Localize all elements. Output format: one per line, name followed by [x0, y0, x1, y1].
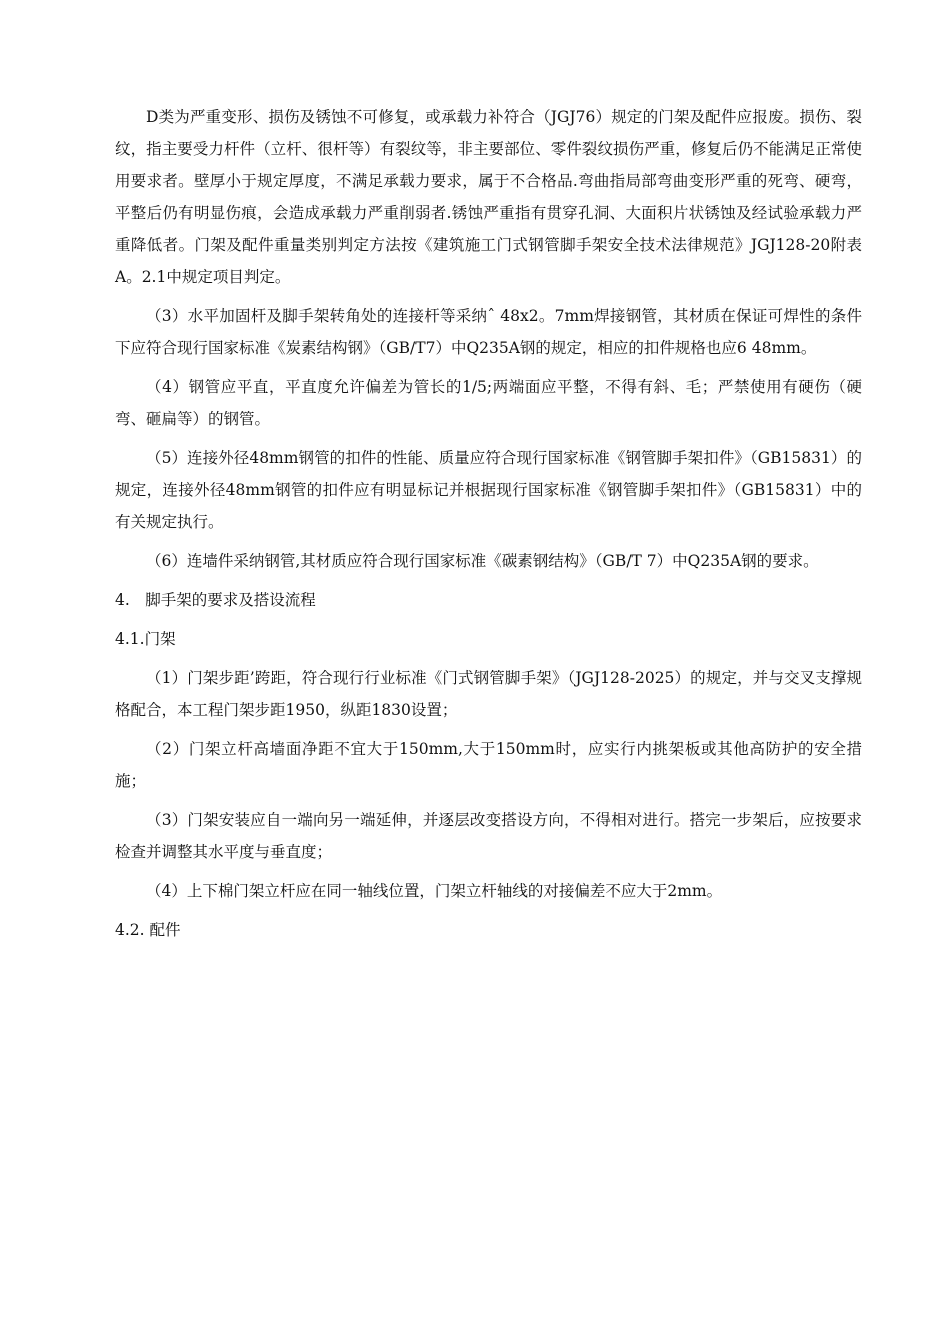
section-4-2-heading: 4.2. 配件 — [115, 921, 181, 939]
paragraph-d-class-scrap-criteria: D类为严重变形、损伤及锈蚀不可修复，或承载力补符合（JGJ76）规定的门架及配件应报废。损伤、裂纹，指主要受力杆件（立杆、很杆等）有裂纹等，非主要部位、零件裂纹损伤严重，修复后仍不能满足正常使用要求者。壁厚小于规定厚度，不满足承载力要求，属于不合格品.弯曲指局部弯曲变形严重的死弯、硬弯，平整后仍有明显伤痕，会造成承载力严重削弱者.锈蚀严重指有贯穿孔洞、大面积片状锈蚀及经试验承载力严重降低者。门架及配件重量类别判定方法按《建筑施工门式钢管脚手架安全技术法律规范》JGJ128-20附表A。2.1中规定项目判定。 — [115, 108, 862, 286]
paragraph-item-5-couplers: （5）连接外径48mm钢管的扣件的性能、质量应符合现行国家标准《钢管脚手架扣件》（GB15831）的规定，连接外径48mm钢管的扣件应有明显标记并根据现行国家标准《钢管脚手架扣件》（GB15831）中的有关规定执行。 — [115, 449, 862, 531]
document-body — [115, 101, 862, 946]
section-4-1-item-4: （4）上下棉门架立杆应在同一轴线位置，门架立杆轴线的对接偏差不应大于2mm。 — [146, 882, 723, 900]
paragraph-item-4-straightness: （4）钢管应平直，平直度允许偏差为管长的1/5;两端面应平整，不得有斜、毛；严禁使用有硬伤（硬弯、砸扁等）的钢管。 — [115, 378, 862, 428]
section-4-1-item-2: （2）门架立杆高墙面净距不宜大于150mm,大于150mm时，应实行内挑架板或其他高防护的安全措施； — [115, 740, 862, 790]
section-4-1-item-1: （1）门架步距’跨距，符合现行行业标准《门式钢管脚手架》（JGJ128-2025）的规定，并与交叉支撑规格配合，本工程门架步距1950，纵距1830设置； — [115, 669, 862, 719]
paragraph-item-3-reinforcing-tubes: （3）水平加固杆及脚手架转角处的连接杆等采纳ˆ 48x2。7mm焊接钢管，其材质在保证可焊性的条件下应符合现行国家标准《炭素结构钢》（GB/T7）中Q235A钢的规定，相应的扣件规格也应6 48mm。 — [115, 307, 862, 357]
section-4-1-heading: 4.1.门架 — [115, 630, 176, 648]
section-4-1-item-3: （3）门架安装应自一端向另一端延伸，并逐层改变搭设方向，不得相对进行。搭完一步架后，应按要求检查并调整其水平度与垂直度； — [115, 811, 862, 861]
section-4-heading: 4. 脚手架的要求及搭设流程 — [115, 591, 316, 609]
paragraph-item-6-wall-ties: （6）连墙件采纳钢管,其材质应符合现行国家标准《碳素钢结构》（GB/T 7）中Q235A钢的要求。 — [146, 552, 819, 570]
